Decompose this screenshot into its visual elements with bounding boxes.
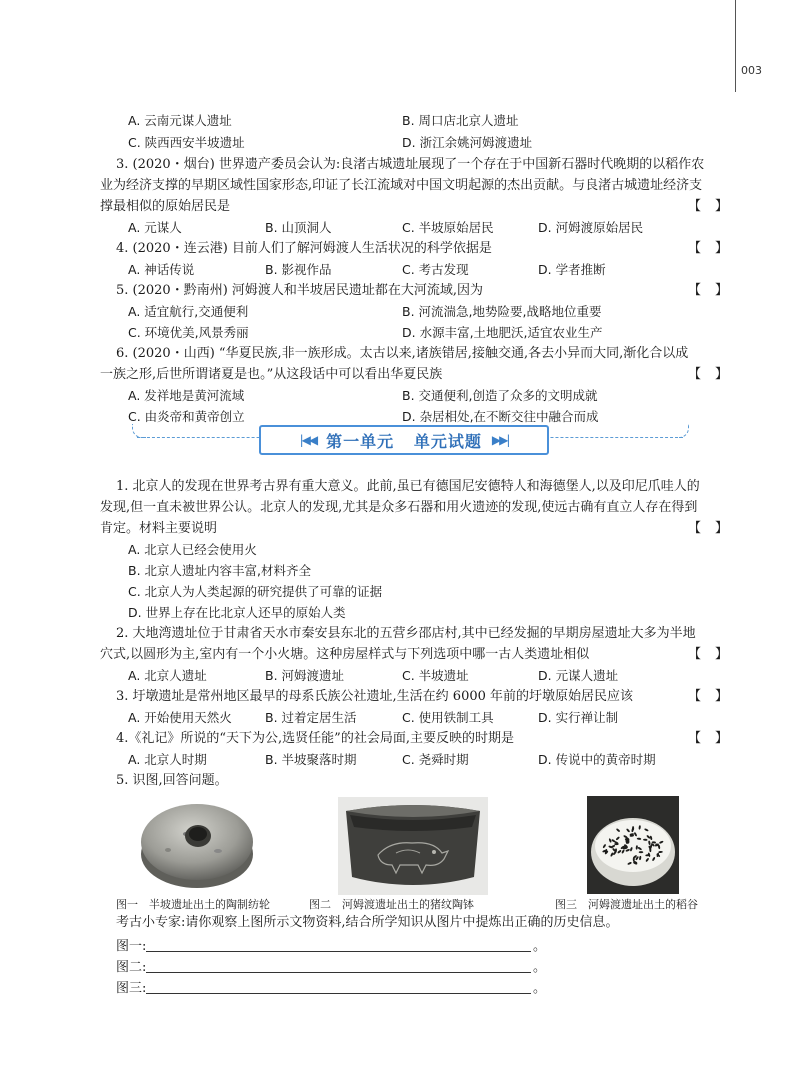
figure-3-caption: 图三 河姆渡遗址出土的稻谷 [555, 898, 698, 911]
q4-stem: 4. (2020・连云港) 目前人们了解河姆渡人生活状况的科学依据是 [116, 241, 492, 256]
bracket-close: 】 [714, 731, 728, 746]
bracket-close: 】 [714, 521, 728, 536]
bracket-open: 【 [688, 689, 702, 704]
section-title: 第一单元 单元试题 [326, 431, 482, 451]
banner-ornament-left [132, 424, 146, 438]
u1-option-d: D. 世界上存在比北京人还早的原始人类 [128, 605, 346, 620]
q2-option-d: D. 浙江余姚河姆渡遗址 [402, 135, 533, 150]
figure-1-spindle-whorl [138, 796, 256, 892]
bracket-open: 【 [688, 241, 702, 256]
u3-option-d: D. 实行禅让制 [538, 710, 619, 725]
u1-stem-line3: 肯定。材料主要说明 [100, 521, 218, 536]
answer-end-fig1: 。 [533, 939, 547, 954]
bracket-open: 【 [688, 731, 702, 746]
answer-line-fig3[interactable] [146, 993, 531, 994]
bracket-open: 【 [688, 283, 702, 298]
u1-option-b: B. 北京人遗址内容丰富,材料齐全 [128, 563, 311, 578]
u2-stem-line1: 2. 大地湾遗址位于甘肃省天水市秦安县东北的五营乡邵店村,其中已经发掘的早期房屋遗址大多为半地 [116, 626, 696, 641]
figure-3-rice-grains [587, 796, 679, 894]
bracket-open: 【 [688, 647, 702, 662]
q4-option-a: A. 神话传说 [128, 262, 195, 277]
u3-option-a: A. 开始使用天然火 [128, 710, 232, 725]
u4-answer-bracket[interactable] [688, 729, 728, 748]
q3-stem-line1: 3. (2020・烟台) 世界遗产委员会认为:良渚古城遗址展现了一个存在于中国新石器时代晚期的以稻作农 [116, 157, 705, 172]
answer-label-fig2: 图二: [116, 960, 147, 975]
q2-option-a: A. 云南元谋人遗址 [128, 113, 232, 128]
bracket-open: 【 [688, 521, 702, 536]
q5-stem: 5. (2020・黔南州) 河姆渡人和半坡居民遗址都在大河流域,因为 [116, 283, 484, 298]
bracket-close: 】 [714, 367, 728, 382]
banner-ornament-right [675, 424, 689, 438]
page-number-divider [735, 0, 736, 92]
u3-stem: 3. 圩墩遗址是常州地区最早的母系氏族公社遗址,生活在约 6000 年前的圩墩原始居民应该 [116, 689, 634, 704]
q6-option-a: A. 发祥地是黄河流域 [128, 388, 245, 403]
q6-option-d: D. 杂居相处,在不断交往中融合而成 [402, 409, 599, 424]
page-number: 003 [741, 64, 762, 77]
bracket-close: 】 [714, 199, 728, 214]
u4-option-c: C. 尧舜时期 [402, 752, 469, 767]
figure-2-caption: 图二 河姆渡遗址出土的猪纹陶钵 [309, 898, 474, 911]
u1-answer-bracket[interactable] [688, 519, 728, 538]
q5-option-c: C. 环境优美,风景秀丽 [128, 325, 249, 340]
q3-stem-line3: 撑最相似的原始居民是 [100, 199, 231, 214]
q5-option-a: A. 适宜航行,交通便利 [128, 304, 249, 319]
q6-stem-line2: 一族之形,后世所谓诸夏是也。”从这段话中可以看出华夏民族 [100, 367, 443, 382]
u4-option-b: B. 半坡聚落时期 [265, 752, 357, 767]
u1-option-c: C. 北京人为人类起源的研究提供了可靠的证据 [128, 584, 383, 599]
q3-stem-line2: 业为经济支撑的早期区域性国家形态,印证了长江流域对中国文明起源的杰出贡献。与良渚古城遗址经济支 [100, 178, 703, 193]
figure-1-caption: 图一 半坡遗址出土的陶制纺轮 [116, 898, 270, 911]
q6-option-b: B. 交通便利,创造了众多的文明成就 [402, 388, 598, 403]
q5-option-b: B. 河流湍急,地势险要,战略地位重要 [402, 304, 602, 319]
q3-answer-bracket[interactable] [688, 197, 728, 216]
q4-option-b: B. 影视作品 [265, 262, 332, 277]
u1-stem-line1: 1. 北京人的发现在世界考古界有重大意义。此前,虽已有德国尼安德特人和海德堡人,以及印尼爪哇人的 [116, 479, 700, 494]
answer-end-fig2: 。 [533, 960, 547, 975]
section-banner [259, 425, 549, 455]
u2-option-a: A. 北京人遗址 [128, 668, 207, 683]
q4-option-d: D. 学者推断 [538, 262, 606, 277]
u2-stem-line2: 穴式,以圆形为主,室内有一个小火塘。这种房屋样式与下列选项中哪一古人类遗址相似 [100, 647, 590, 662]
q4-option-c: C. 考古发现 [402, 262, 469, 277]
figure-2-pig-pattern-bowl [338, 797, 488, 895]
bracket-close: 】 [714, 647, 728, 662]
answer-label-fig3: 图三: [116, 981, 147, 996]
q5-answer-bracket[interactable] [688, 281, 728, 300]
bracket-close: 】 [714, 283, 728, 298]
answer-end-fig3: 。 [533, 981, 547, 996]
q3-option-b: B. 山顶洞人 [265, 220, 332, 235]
u4-stem: 4.《礼记》所说的“天下为公,选贤任能”的社会局面,主要反映的时期是 [116, 731, 514, 746]
u2-answer-bracket[interactable] [688, 645, 728, 664]
rewind-arrows-icon: |◀◀ [299, 433, 317, 447]
q3-option-d: D. 河姆渡原始居民 [538, 220, 644, 235]
u2-option-d: D. 元谋人遗址 [538, 668, 619, 683]
q2-option-c: C. 陕西西安半坡遗址 [128, 135, 245, 150]
u1-option-a: A. 北京人已经会使用火 [128, 542, 257, 557]
u3-option-b: B. 过着定居生活 [265, 710, 357, 725]
u5-stem: 5. 识图,回答问题。 [116, 773, 228, 788]
u2-option-c: C. 半坡遗址 [402, 668, 469, 683]
q5-option-d: D. 水源丰富,土地肥沃,适宜农业生产 [402, 325, 603, 340]
q6-stem-line1: 6. (2020・山西) “华夏民族,非一族形成。太古以来,诸族错居,接触交通,各去小异而大同,渐化合以成 [116, 346, 689, 361]
u3-answer-bracket[interactable] [688, 687, 728, 706]
u4-option-a: A. 北京人时期 [128, 752, 207, 767]
u5-prompt: 考古小专家:请你观察上图所示文物资料,结合所学知识从图片中提炼出正确的历史信息。 [116, 915, 619, 930]
answer-line-fig2[interactable] [146, 972, 531, 973]
u1-stem-line2: 发现,但一直未被世界公认。北京人的发现,尤其是众多石器和用火遗迹的发现,使远古确有直立人存在得到 [100, 500, 698, 515]
u4-option-d: D. 传说中的黄帝时期 [538, 752, 656, 767]
q3-option-c: C. 半坡原始居民 [402, 220, 494, 235]
answer-label-fig1: 图一: [116, 939, 147, 954]
u3-option-c: C. 使用铁制工具 [402, 710, 494, 725]
q4-answer-bracket[interactable] [688, 239, 728, 258]
bracket-open: 【 [688, 199, 702, 214]
forward-arrows-icon: ▶▶| [491, 433, 509, 447]
bracket-close: 】 [714, 241, 728, 256]
q6-option-c: C. 由炎帝和黄帝创立 [128, 409, 245, 424]
u2-option-b: B. 河姆渡遗址 [265, 668, 345, 683]
q3-option-a: A. 元谋人 [128, 220, 182, 235]
bracket-open: 【 [688, 367, 702, 382]
bracket-close: 】 [714, 689, 728, 704]
answer-line-fig1[interactable] [146, 951, 531, 952]
q6-answer-bracket[interactable] [688, 365, 728, 384]
q2-option-b: B. 周口店北京人遗址 [402, 113, 519, 128]
